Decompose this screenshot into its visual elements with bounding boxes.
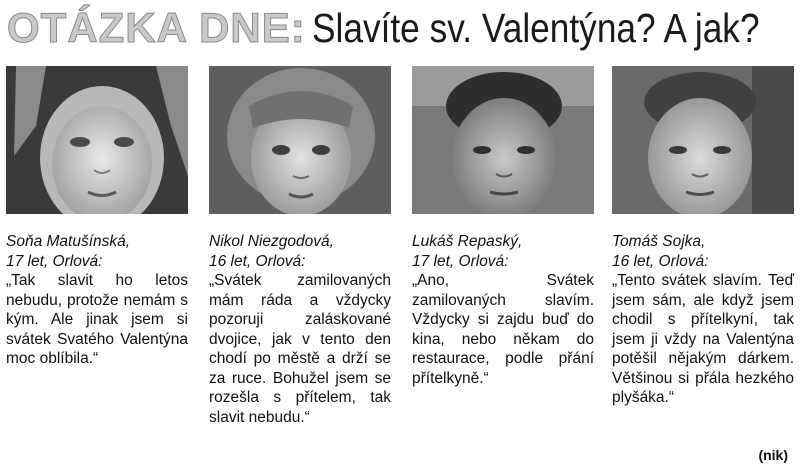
respondent-caption-2 <box>209 232 391 427</box>
respondent-quote: „Tento svátek slavím. Teď jsem sám, ale když jsem chodil s přítelkyní, tak jsem ji vždy na Valentýna potěšil nějakým dárkem. Většinou si přála hezkého plyšáka.“ <box>612 272 794 406</box>
respondent-caption-4 <box>612 232 794 408</box>
respondent-name: Nikol Niezgodová, <box>209 233 334 250</box>
respondent-photo-4 <box>612 66 794 214</box>
headline <box>7 4 793 60</box>
respondent-quote: „Svátek zamilovaných mám ráda a vždycky pozoruji zaláskované dvojice, jak v tento den chodí po městě a drží se za ruce. Bohužel jsem se rozešla s přítelem, tak slavit nebudu.“ <box>209 272 391 426</box>
respondent-column-2 <box>209 66 391 427</box>
respondent-quote: „Ano, Svátek zamilovaných slavím. Vždycky si zajdu buď do kina, nebo někam do restaurace, podle přání přítelkyně.“ <box>412 272 594 387</box>
headline-question: Slavíte sv. Valentýna? A jak? <box>311 5 760 51</box>
respondent-column-3 <box>412 66 594 388</box>
respondent-quote: „Tak slavit ho letos nebudu, protože nemám s kým. Ale jinak jsem si svátek Svatého Valentýna moc oblíbila.“ <box>6 272 188 367</box>
respondent-caption-1 <box>6 232 188 369</box>
respondent-age-city: 17 let, Orlová: <box>6 252 103 270</box>
respondent-age-city: 16 let, Orlová: <box>612 252 709 270</box>
respondent-name: Tomáš Sojka, <box>612 233 706 250</box>
respondent-column-4 <box>612 66 794 408</box>
respondent-age-city: 17 let, Orlová: <box>412 252 509 270</box>
headline-kicker: OTÁZKA DNE: <box>7 4 306 51</box>
respondent-caption-3 <box>412 232 594 388</box>
respondent-photo-1 <box>6 66 188 214</box>
respondent-column-1 <box>6 66 188 369</box>
respondent-photo-3 <box>412 66 594 214</box>
author-signature: (nik) <box>758 447 788 463</box>
respondent-age-city: 16 let, Orlová: <box>209 252 306 270</box>
respondent-name: Lukáš Repaský, <box>412 233 523 250</box>
respondent-photo-2 <box>209 66 391 214</box>
respondent-name: Soňa Matušínská, <box>6 233 131 250</box>
